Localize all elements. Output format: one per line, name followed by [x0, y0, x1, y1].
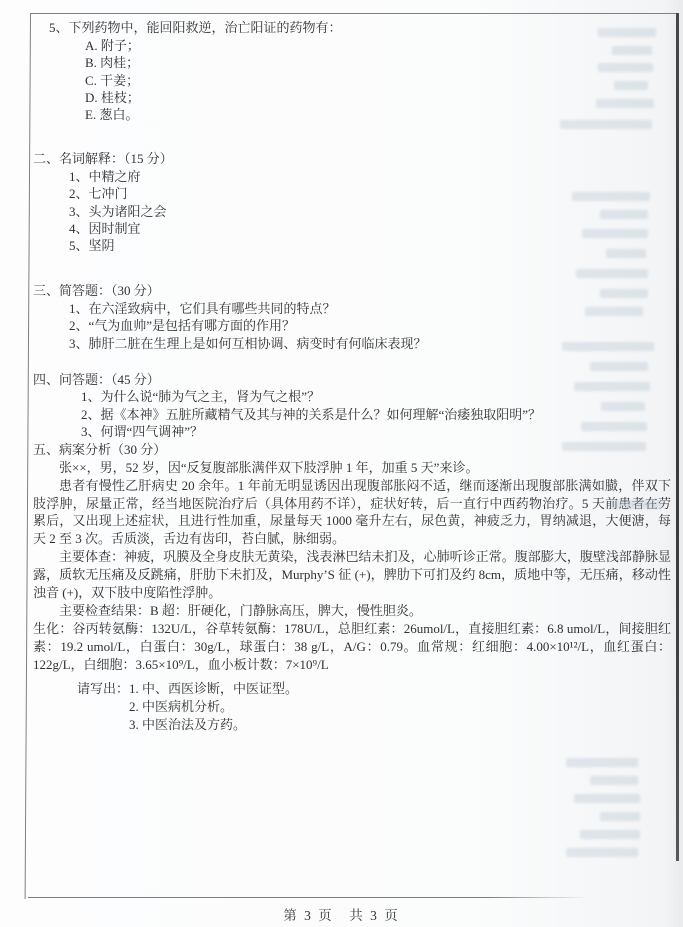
bleed-through-mark [596, 99, 654, 108]
bleed-through-mark [581, 422, 647, 431]
bleed-through-mark [598, 63, 653, 72]
section-2-heading: 二、名词解释：（15 分） [33, 151, 173, 167]
bleed-through-mark [576, 269, 648, 278]
section-2-item: 1、中精之府 [69, 168, 141, 184]
section-3-item: 3、肺肝二脏在生理上是如何互相协调、病变时有何临床表现？ [69, 335, 427, 351]
section-2-item: 3、头为诸阳之会 [69, 203, 167, 219]
section-3-item: 2、“气为血帅”是包括有哪方面的作用？ [69, 318, 296, 334]
bleed-through-mark [610, 500, 662, 509]
bleed-through-mark [601, 402, 645, 411]
bleed-through-mark [600, 210, 648, 219]
bleed-through-mark [574, 794, 640, 803]
section-4-item: 1、为什么说“肺为气之主，肾为气之根”？ [81, 389, 321, 405]
scan-edge-line [676, 13, 679, 861]
section-2-item: 4、因时制宜 [69, 220, 141, 236]
section-4-heading: 四、问答题：（45 分） [33, 371, 160, 387]
section-2-item: 5、坚阴 [69, 238, 115, 254]
case-exam-paragraph: 主要体查：神疲，巩膜及全身皮肤无黄染，浅表淋巴结未扪及，心肺听诊正常。腹部膨大，腹壁浅部静脉显露，质软无压痛及反跳痛，肝肋下未扪及，Murphy’S 征 (+)，脾肋下可扪及约 8cm，质地中等，无压痛，移动性浊音 (+)，双下肢中度陷性浮肿。 [33, 549, 671, 601]
section-2-item: 2、七冲门 [69, 186, 128, 202]
bleed-through-mark [574, 382, 650, 391]
case-results-paragraph: 主要检查结果：B 超：肝硬化，门静脉高压，脾大，慢性胆炎。 [59, 603, 422, 619]
request-item: 2. 中医病机分析。 [129, 698, 234, 714]
bleed-through-mark [566, 848, 638, 857]
question-5-stem: 5、下列药物中，能回阳救逆，治亡阳证的药物有： [49, 20, 342, 35]
case-labs-paragraph: 生化：谷丙转氨酶：132U/L，谷草转氨酶：178U/L，总胆红素：26umol/L，直接胆红素：6.8 umol/L，间接胆红素：19.2 umol/L，白蛋白：30g/L，球蛋白：38 g/L，A/G：0.79。血常规：红细胞：4.00×10¹²/L，血红蛋白：122g/L，白细胞：3.65×10⁹/L，血小板计数：7×10⁹/L [33, 620, 671, 672]
case-history-paragraph: 患者有慢性乙肝病史 20 余年。1 年前无明显诱因出现腹部胀闷不适，继而逐渐出现腹部胀满如臌，伴双下肢浮肿，尿量正常，经当地医院治疗后（具体用药不详），症状好转，后一直行中西药物治疗。5 天前患者在劳累后，又出现上述症状，且进行性加重，尿量每天 1000 毫升左右，尿色黄，神疲乏力，胃纳减退，大便溏，每天 2 至 3 次。舌质淡，舌边有齿印，苔白腻，脉细弱。 [33, 477, 671, 547]
request-label: 请写出： [77, 680, 130, 696]
bleed-through-mark [590, 776, 638, 785]
bleed-through-mark [562, 442, 646, 451]
bleed-through-mark [582, 229, 648, 238]
bleed-through-mark [572, 192, 650, 201]
page-border-left [25, 13, 31, 899]
case-request-block [77, 680, 671, 734]
bleed-through-mark [598, 28, 656, 37]
page-border-bottom [28, 897, 588, 898]
request-item: 3. 中医治法及方药。 [129, 716, 247, 732]
question-5-option-b: B. 肉桂； [85, 55, 140, 71]
section-4-item: 3、何谓“四气调神”？ [81, 424, 204, 440]
section-3-heading: 三、简答题：（30 分） [33, 283, 160, 299]
question-5-option-e: E. 葱白。 [85, 107, 139, 123]
request-items [129, 680, 298, 734]
bleed-through-mark [606, 249, 646, 258]
request-item: 1. 中、西医诊断，中医证型。 [129, 680, 299, 696]
question-5-option-a: A. 附子； [85, 38, 140, 53]
bleed-through-mark [614, 81, 648, 90]
bleed-through-mark [560, 120, 652, 129]
bleed-through-mark [612, 46, 652, 55]
section-3-item: 1、在六淫致病中，它们具有哪些共同的特点？ [69, 300, 336, 316]
section-5-heading: 五、病案分析（30 分） [33, 441, 167, 457]
page-border-top [30, 13, 678, 14]
question-5-option-c: C. 干姜； [85, 72, 140, 88]
bleed-through-mark [590, 362, 648, 371]
page-footer: 第 3 页 共 3 页 [283, 908, 400, 923]
section-4-item: 2、据《本神》五脏所藏精气及其与神的关系是什么？如何理解“治痿独取阳明”？ [81, 406, 542, 422]
bleed-through-mark [600, 812, 640, 821]
section-5-case-analysis [33, 441, 671, 734]
bleed-through-mark [580, 830, 640, 839]
bleed-through-mark [585, 307, 643, 316]
bleed-through-mark [562, 342, 654, 351]
case-intro: 张××，男，52 岁，因“反复腹部胀满伴双下肢浮肿 1 年，加重 5 天”来诊。 [59, 459, 479, 475]
bleed-through-mark [566, 758, 638, 767]
question-5-option-d: D. 桂枝； [85, 89, 140, 105]
bleed-through-mark [600, 289, 648, 298]
